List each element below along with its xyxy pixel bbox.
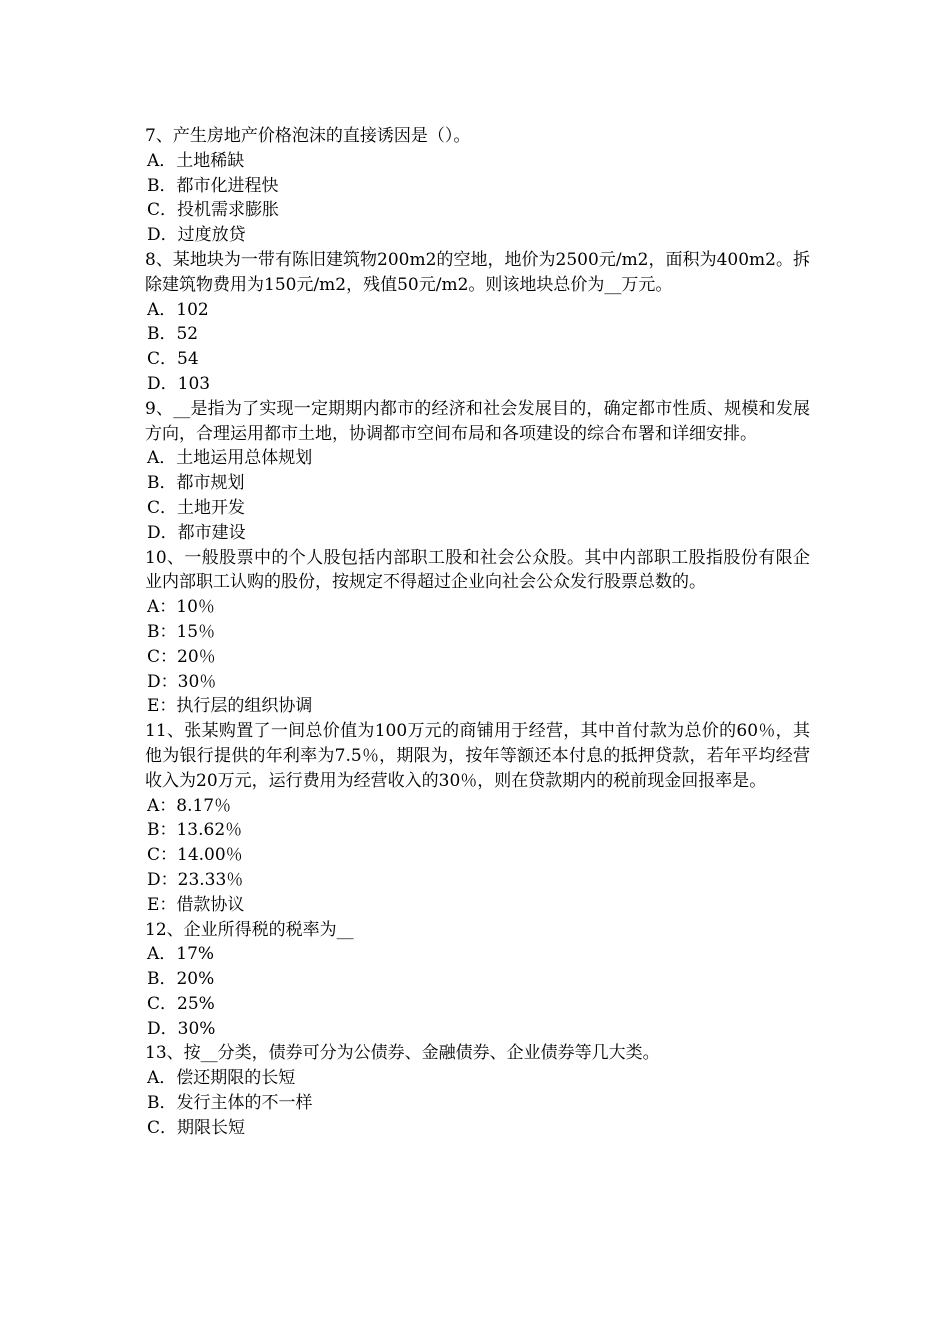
question-stem: 10、一般股票中的个人股包括内部职工股和社会公众股。其中内部职工股指股份有限企业内部职工认购的股份，按规定不得超过企业向社会公众发行股票总数的。 [145,547,810,593]
option-d: D．30% [147,1018,216,1039]
option-c: C．54 [147,349,199,370]
option-a: A．17% [147,944,215,965]
option-e: E：借款协议 [147,894,245,915]
option-d: D．过度放贷 [147,225,246,246]
option-d: D．都市建设 [147,522,246,543]
option-c: C．期限长短 [147,1117,246,1138]
question-stem: 13、按__分类，债券可分为公债券、金融债券、企业债券等几大类。 [145,1043,660,1064]
option-d: D．103 [147,373,211,394]
option-b: B：13.62％ [147,820,243,841]
question-stem: 11、张某购置了一间总价值为100万元的商铺用于经营，其中首付款为总价的60％，其他为银行提供的年利率为7.5％，期限为，按年等额还本付息的抵押贷款，若年平均经营收入为20万元，运行费用为经营收入的30％，则在贷款期内的税前现金回报率是。 [145,721,810,791]
option-e: E：执行层的组织协调 [147,696,313,717]
option-a: A．102 [147,299,209,320]
option-c: C：14.00％ [147,845,243,866]
option-b: B．都市规划 [147,473,245,494]
option-b: B．52 [147,324,199,345]
option-d: D：23.33％ [147,869,244,890]
option-c: C．土地开发 [147,497,246,518]
question-11 [145,719,810,917]
option-a: A．偿还期限的长短 [147,1068,296,1089]
option-c: C．投机需求膨胀 [147,200,280,221]
option-a: A：10％ [147,597,215,618]
option-c: C：20％ [147,646,216,667]
option-b: B：15％ [147,621,216,642]
option-b: B．20% [147,969,215,990]
question-13 [145,1041,810,1140]
question-8 [145,248,810,397]
question-stem: 9、__是指为了实现一定期期内都市的经济和社会发展目的，确定都市性质、规模和发展方向，合理运用都市土地，协调都市空间布局和各项建设的综合布署和详细安排。 [145,398,810,444]
question-7 [145,124,810,248]
option-a: A．土地稀缺 [147,150,245,171]
option-c: C．25% [147,993,215,1014]
question-9 [145,397,810,546]
option-b: B．都市化进程快 [147,175,279,196]
question-12 [145,918,810,1042]
option-b: B．发行主体的不一样 [147,1093,313,1114]
question-stem: 7、产生房地产价格泡沫的直接诱因是（）。 [145,126,471,146]
option-a: A．土地运用总体规划 [147,448,313,469]
question-stem: 12、企业所得税的税率为__ [145,919,354,940]
option-a: A：8.17％ [147,795,232,816]
document-page [145,124,810,1141]
question-10 [145,546,810,720]
option-d: D：30％ [147,671,217,692]
question-stem: 8、某地块为一带有陈旧建筑物200m2的空地，地价为2500元/m2，面积为400m2。拆除建筑物费用为150元/m2，残值50元/m2。则该地块总价为__万元。 [145,249,810,295]
